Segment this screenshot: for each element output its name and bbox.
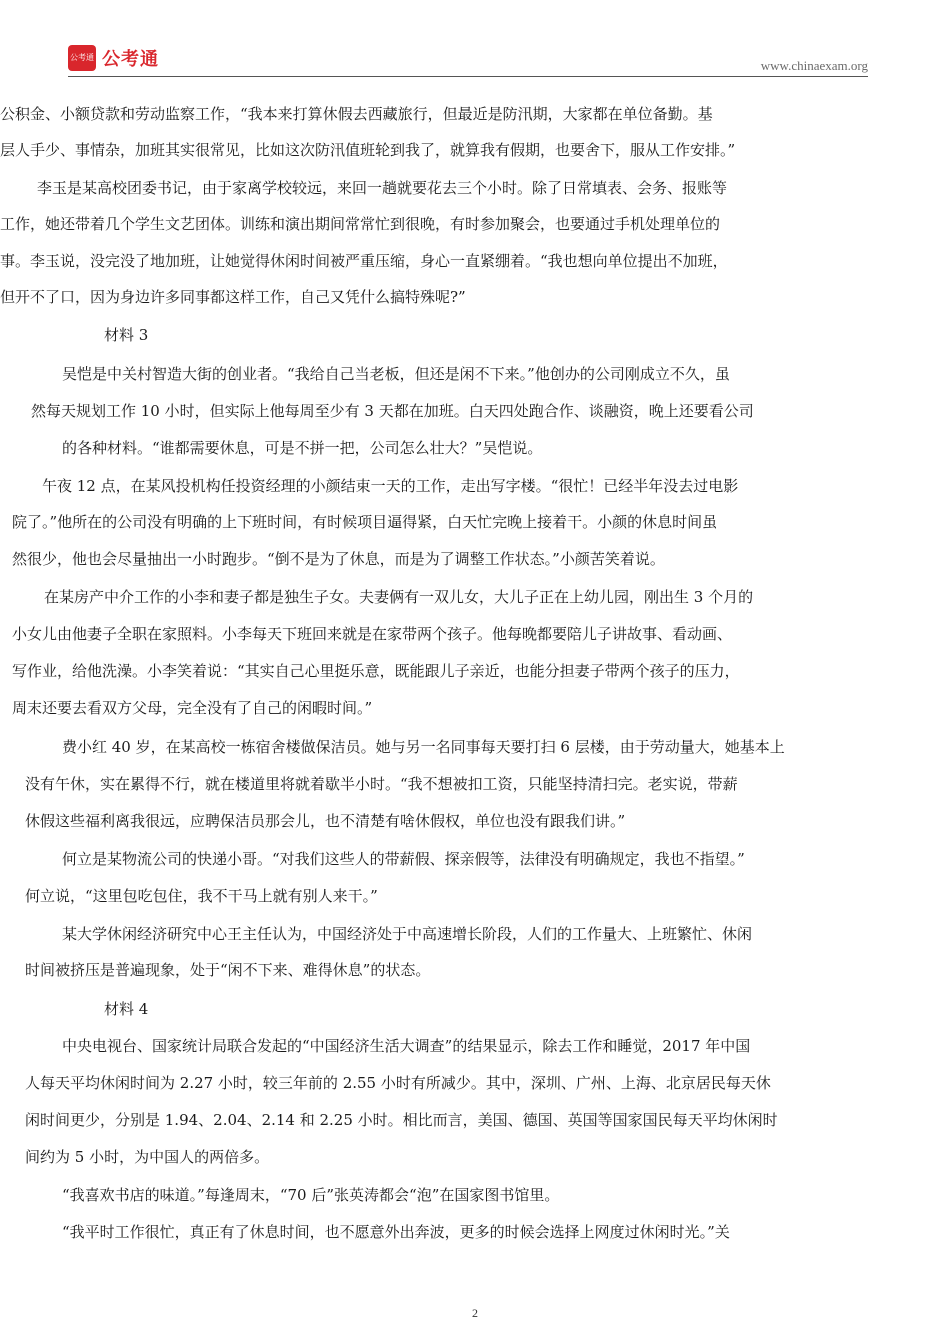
text-line: 人每天平均休闲时间为 2.27 小时，较三年前的 2.55 小时有所减少。其中，深圳、广州、上海、北京居民每天休 [25, 1074, 771, 1092]
logo-text: 公考通 [102, 49, 159, 70]
text-line: 吴恺是中关村智造大街的创业者。“我给自己当老板，但还是闲不下来。”他创办的公司刚成立不久，虽 [62, 365, 730, 383]
text-line: 时间被挤压是普遍现象，处于“闲不下来、难得休息”的状态。 [25, 961, 431, 979]
text-line: 休假这些福利离我很远，应聘保洁员那会儿，也不清楚有啥休假权，单位也没有跟我们讲。” [25, 812, 626, 830]
text-line: 某大学休闲经济研究中心王主任认为，中国经济处于中高速增长阶段，人们的工作量大、上班繁忙、休闲 [62, 925, 753, 943]
text-line: 何立说，“这里包吃包住，我不干马上就有别人来干。” [25, 887, 378, 905]
text-line: 李玉是某高校团委书记，由于家离学校较远，来回一趟就要花去三个小时。除了日常填表、会务、报账等 [37, 179, 728, 197]
text-line: 午夜 12 点，在某风投机构任投资经理的小颜结束一天的工作，走出写字楼。“很忙！已经半年没去过电影 [42, 477, 739, 495]
section-heading: 材料 3 [104, 326, 149, 344]
text-line: 工作，她还带着几个学生文艺团体。训练和演出期间常常忙到很晚，有时参加聚会，也要通过手机处理单位的 [0, 215, 721, 233]
site-url[interactable]: www.chinaexam.org [760, 58, 868, 73]
text-line: 在某房产中介工作的小李和妻子都是独生子女。夫妻俩有一双儿女，大儿子正在上幼儿园，刚出生 3 个月的 [44, 588, 754, 606]
text-line: 周末还要去看双方父母，完全没有了自己的闲暇时间。” [12, 699, 373, 717]
section-heading: 材料 4 [104, 1000, 149, 1018]
text-line: 费小红 40 岁，在某高校一栋宿舍楼做保洁员。她与另一名同事每天要打扫 6 层楼，由于劳动量大，她基本上 [62, 738, 785, 756]
text-line: 但开不了口，因为身边许多同事都这样工作，自己又凭什么搞特殊呢?” [0, 288, 466, 306]
text-line: 间约为 5 小时，为中国人的两倍多。 [25, 1148, 270, 1166]
text-line: 没有午休，实在累得不行，就在楼道里将就着歇半小时。“我不想被扣工资，只能坚持清扫完。老实说，带薪 [25, 775, 738, 793]
text-line: “我平时工作很忙，真正有了休息时间，也不愿意外出奔波，更多的时候会选择上网度过休闲时光。”关 [62, 1223, 730, 1241]
text-line: 闲时间更少，分别是 1.94、2.04、2.14 和 2.25 小时。相比而言，美国、德国、英国等国家国民每天平均休闲时 [25, 1111, 778, 1129]
text-line: 然很少，他也会尽量抽出一小时跑步。“倒不是为了休息，而是为了调整工作状态。”小颜苦笑着说。 [12, 550, 665, 568]
text-line: 公积金、小额贷款和劳动监察工作，“我本来打算休假去西藏旅行，但最近是防汛期，大家都在单位备勤。基 [0, 105, 713, 123]
text-line: 何立是某物流公司的快递小哥。“对我们这些人的带薪假、探亲假等，法律没有明确规定，我也不指望。” [62, 850, 745, 868]
text-line: “我喜欢书店的味道。”每逢周末，“70 后”张英涛都会“泡”在国家图书馆里。 [62, 1186, 560, 1204]
text-line: 然每天规划工作 10 小时，但实际上他每周至少有 3 天都在加班。白天四处跑合作、谈融资，晚上还要看公司 [31, 402, 754, 420]
page-number: 2 [472, 1306, 478, 1320]
text-line: 写作业，给他洗澡。小李笑着说：“其实自己心里挺乐意，既能跟儿子亲近，也能分担妻子带两个孩子的压力， [12, 662, 740, 680]
text-line: 中央电视台、国家统计局联合发起的“中国经济生活大调查”的结果显示，除去工作和睡觉，2017 年中国 [62, 1037, 751, 1055]
logo-mark-icon: 公考通 [68, 45, 96, 71]
text-line: 层人手少、事情杂，加班其实很常见，比如这次防汛值班轮到我了，就算我有假期，也要舍下，服从工作安排。” [0, 141, 736, 159]
text-line: 的各种材料。“谁都需要休息，可是不拼一把，公司怎么壮大？”吴恺说。 [62, 439, 543, 457]
text-line: 院了。”他所在的公司没有明确的上下班时间，有时候项目逼得紧，白天忙完晚上接着干。小颜的休息时间虽 [12, 513, 718, 531]
text-line: 小女儿由他妻子全职在家照料。小李每天下班回来就是在家带两个孩子。他每晚都要陪儿子讲故事、看动画、 [12, 625, 733, 643]
text-line: 事。李玉说，没完没了地加班，让她觉得休闲时间被严重压缩，身心一直紧绷着。“我也想向单位提出不加班， [0, 252, 728, 270]
